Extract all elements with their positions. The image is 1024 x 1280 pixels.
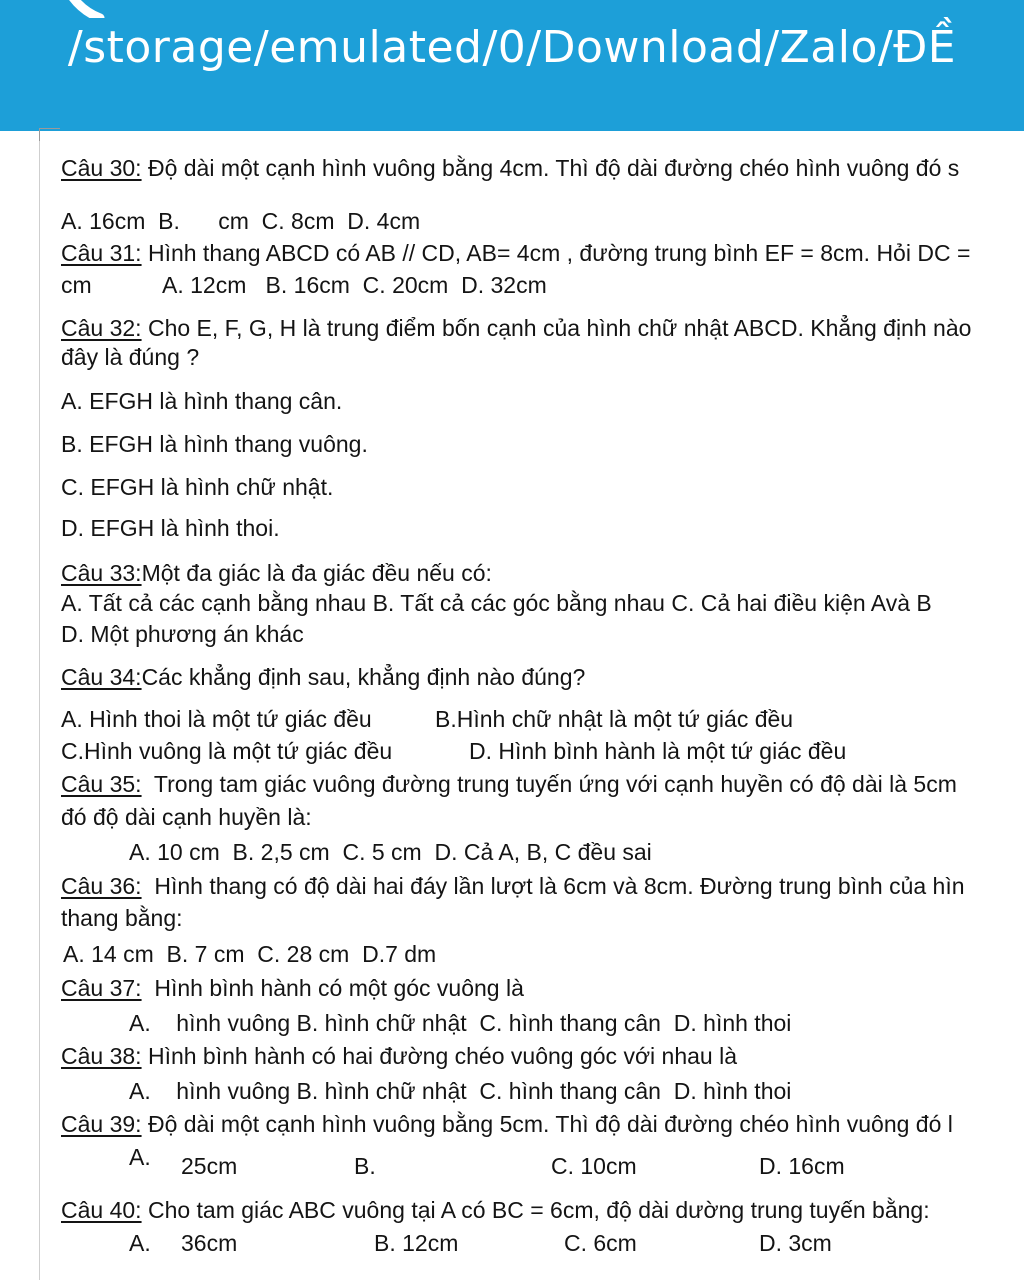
question-38 xyxy=(61,1042,737,1070)
question-34-option-d: D. Hình bình hành là một tứ giác đều xyxy=(469,738,847,764)
question-label: Câu 39: xyxy=(61,1111,142,1137)
question-34-option-b: B.Hình chữ nhật là một tứ giác đều xyxy=(435,706,794,732)
question-40-option-c: C. 6cm xyxy=(564,1230,637,1256)
question-label: Câu 34: xyxy=(61,664,142,690)
question-label: Câu 36: xyxy=(61,873,142,899)
question-label: Câu 31: xyxy=(61,240,142,266)
question-text: Cho E, F, G, H là trung điểm bốn cạnh của hình chữ nhật ABCD. Khẳng định nào xyxy=(141,315,972,341)
question-label: Câu 33: xyxy=(61,560,142,586)
question-39-option-a: 25cm xyxy=(181,1153,238,1179)
question-35-continuation: đó độ dài cạnh huyền là: xyxy=(61,804,312,830)
question-32-option-c: C. EFGH là hình chữ nhật. xyxy=(61,474,334,500)
question-39-option-a-letter: A. xyxy=(129,1144,151,1170)
question-40 xyxy=(61,1196,930,1224)
question-text: Một đa giác là đa giác đều nếu có: xyxy=(141,560,492,586)
question-30 xyxy=(61,154,959,182)
question-38-options: A. hình vuông B. hình chữ nhật C. hình thang cân D. hình thoi xyxy=(129,1078,792,1104)
question-40-option-a-letter: A. xyxy=(129,1230,151,1256)
question-text: Hình thang ABCD có AB // CD, AB= 4cm , đường trung bình EF = 8cm. Hỏi DC = xyxy=(141,240,971,266)
question-33 xyxy=(61,559,492,587)
question-label: Câu 35: xyxy=(61,771,142,797)
question-40-option-d: D. 3cm xyxy=(759,1230,832,1256)
question-35 xyxy=(61,770,957,798)
question-35-options: A. 10 cm B. 2,5 cm C. 5 cm D. Cả A, B, C đều sai xyxy=(129,839,652,865)
question-32-option-a: A. EFGH là hình thang cân. xyxy=(61,388,343,414)
question-text: Hình thang có độ dài hai đáy lần lượt là 6cm và 8cm. Đường trung bình của hìn xyxy=(141,873,965,899)
file-path-title: /storage/emulated/0/Download/Zalo/ĐỀ xyxy=(67,22,957,73)
question-32-continuation: đây là đúng ? xyxy=(61,344,200,370)
question-39 xyxy=(61,1110,953,1138)
question-30-options: A. 16cm B. cm C. 8cm D. 4cm xyxy=(61,208,421,234)
question-39-option-b: B. xyxy=(354,1153,376,1179)
question-32-option-d: D. EFGH là hình thoi. xyxy=(61,515,280,541)
question-36-continuation: thang bằng: xyxy=(61,905,183,931)
question-text: Hình bình hành có một góc vuông là xyxy=(141,975,524,1001)
question-text: Độ dài một cạnh hình vuông bằng 5cm. Thì độ dài đường chéo hình vuông đó l xyxy=(141,1111,953,1137)
question-label: Câu 32: xyxy=(61,315,142,341)
question-32-option-b: B. EFGH là hình thang vuông. xyxy=(61,431,368,457)
question-32 xyxy=(61,314,971,342)
question-40-option-b: B. 12cm xyxy=(374,1230,459,1256)
question-36 xyxy=(61,872,965,900)
question-label: Câu 40: xyxy=(61,1197,142,1223)
question-text: Các khẳng định sau, khẳng định nào đúng? xyxy=(141,664,586,690)
question-40-option-a: 36cm xyxy=(181,1230,238,1256)
question-34-option-a: A. Hình thoi là một tứ giác đều xyxy=(61,706,372,732)
question-label: Câu 30: xyxy=(61,155,142,181)
question-33-option-d: D. Một phương án khác xyxy=(61,621,304,647)
question-31-continuation: cm xyxy=(61,272,92,298)
question-31 xyxy=(61,239,970,267)
question-39-option-c: C. 10cm xyxy=(551,1153,637,1179)
question-33-options: A. Tất cả các cạnh bằng nhau B. Tất cả các góc bằng nhau C. Cả hai điều kiện Avà B xyxy=(61,590,932,616)
question-39-option-d: D. 16cm xyxy=(759,1153,845,1179)
question-text: Độ dài một cạnh hình vuông bằng 4cm. Thì độ dài đường chéo hình vuông đó s xyxy=(141,155,960,181)
question-37 xyxy=(61,974,524,1002)
question-label: Câu 37: xyxy=(61,975,142,1001)
question-text: Hình bình hành có hai đường chéo vuông góc với nhau là xyxy=(141,1043,737,1069)
question-36-options: A. 14 cm B. 7 cm C. 28 cm D.7 dm xyxy=(63,941,437,967)
question-text: Cho tam giác ABC vuông tại A có BC = 6cm, độ dài dường trung tuyến bằng: xyxy=(141,1197,930,1223)
question-text: Trong tam giác vuông đường trung tuyến ứng với cạnh huyền có độ dài là 5cm xyxy=(141,771,957,797)
question-37-options: A. hình vuông B. hình chữ nhật C. hình thang cân D. hình thoi xyxy=(129,1010,792,1036)
question-34 xyxy=(61,663,585,691)
question-label: Câu 38: xyxy=(61,1043,142,1069)
question-34-option-c: C.Hình vuông là một tứ giác đều xyxy=(61,738,393,764)
question-31-options: A. 12cm B. 16cm C. 20cm D. 32cm xyxy=(162,272,547,298)
